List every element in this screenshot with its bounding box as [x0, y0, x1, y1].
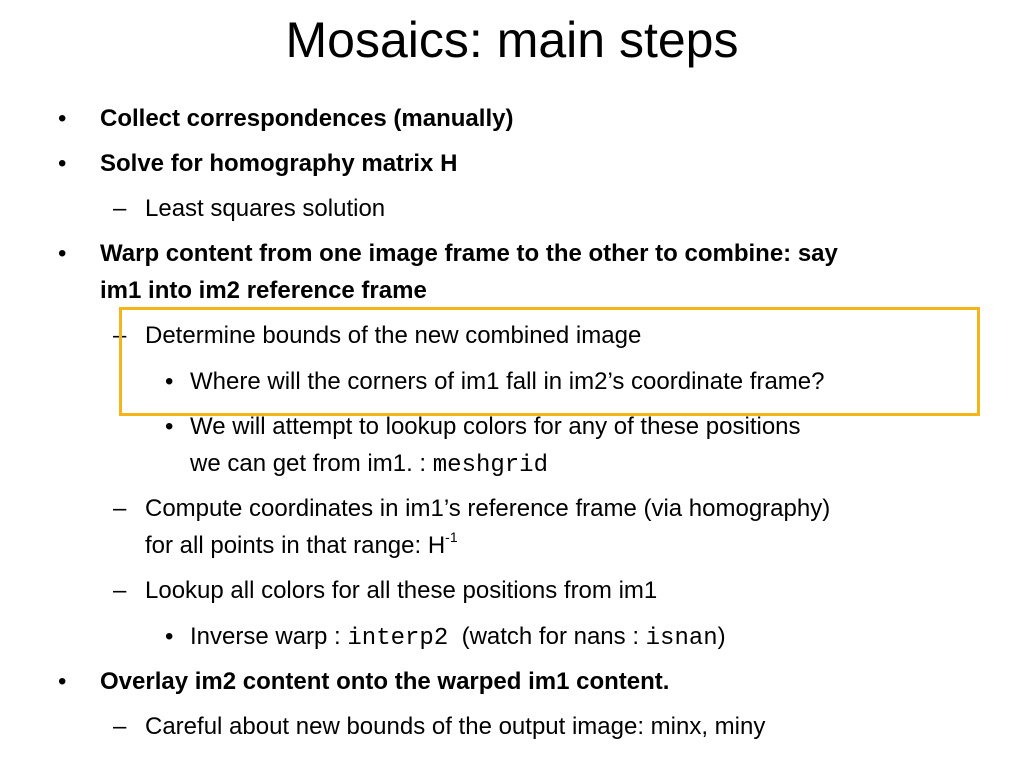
sub-determine-bounds: Determine bounds of the new combined image [145, 322, 642, 349]
bullet-marker: • [165, 368, 174, 395]
dash-marker: – [113, 322, 127, 349]
sub-careful-bounds: Careful about new bounds of the output image: minx, miny [145, 713, 766, 740]
code-meshgrid: meshgrid [432, 452, 548, 479]
subsub-corners: Where will the corners of im1 fall in im2’s coordinate frame? [190, 368, 825, 395]
bullet-collect-correspondences: Collect correspondences (manually) [100, 105, 514, 132]
sub-least-squares: Least squares solution [145, 195, 386, 222]
bullet-warp-content-line1: Warp content from one image frame to the other to combine: say [100, 240, 838, 267]
bullet-overlay-content: Overlay im2 content onto the warped im1 content. [100, 668, 670, 695]
code-interp2: interp2 [347, 625, 449, 652]
watch-nans-text: (watch for nans : [448, 623, 646, 650]
subsub-inverse-warp [190, 622, 726, 654]
dash-marker: – [113, 577, 127, 604]
bullet-solve-homography: Solve for homography matrix H [100, 150, 458, 177]
inverse-warp-text: Inverse warp : [190, 623, 348, 650]
sub-compute-coordinates-line2 [145, 531, 458, 561]
subsub-lookup-colors-line2 [190, 449, 548, 481]
bullet-marker: • [165, 413, 174, 440]
sub-compute-coordinates-line1: Compute coordinates in im1’s reference frame (via homography) [145, 495, 831, 522]
bullet-marker: • [58, 150, 67, 177]
close-paren: ) [717, 623, 726, 650]
slide-title: Mosaics: main steps [285, 12, 739, 68]
dash-marker: – [113, 195, 127, 222]
subsub-lookup-colors-text: we can get from im1. : [190, 450, 433, 477]
dash-marker: – [113, 713, 127, 740]
superscript-inverse: -1 [445, 529, 458, 545]
bullet-marker: • [58, 240, 67, 267]
sub-compute-coordinates-text: for all points in that range: H [145, 532, 446, 559]
bullet-marker: • [58, 668, 67, 695]
bullet-warp-content-line2: im1 into im2 reference frame [100, 277, 427, 304]
code-isnan: isnan [645, 625, 718, 652]
subsub-lookup-colors-line1: We will attempt to lookup colors for any of these positions [190, 413, 801, 440]
bullet-marker: • [165, 623, 174, 650]
sub-lookup-all-colors: Lookup all colors for all these positions from im1 [145, 577, 658, 604]
dash-marker: – [113, 495, 127, 522]
bullet-marker: • [58, 105, 67, 132]
